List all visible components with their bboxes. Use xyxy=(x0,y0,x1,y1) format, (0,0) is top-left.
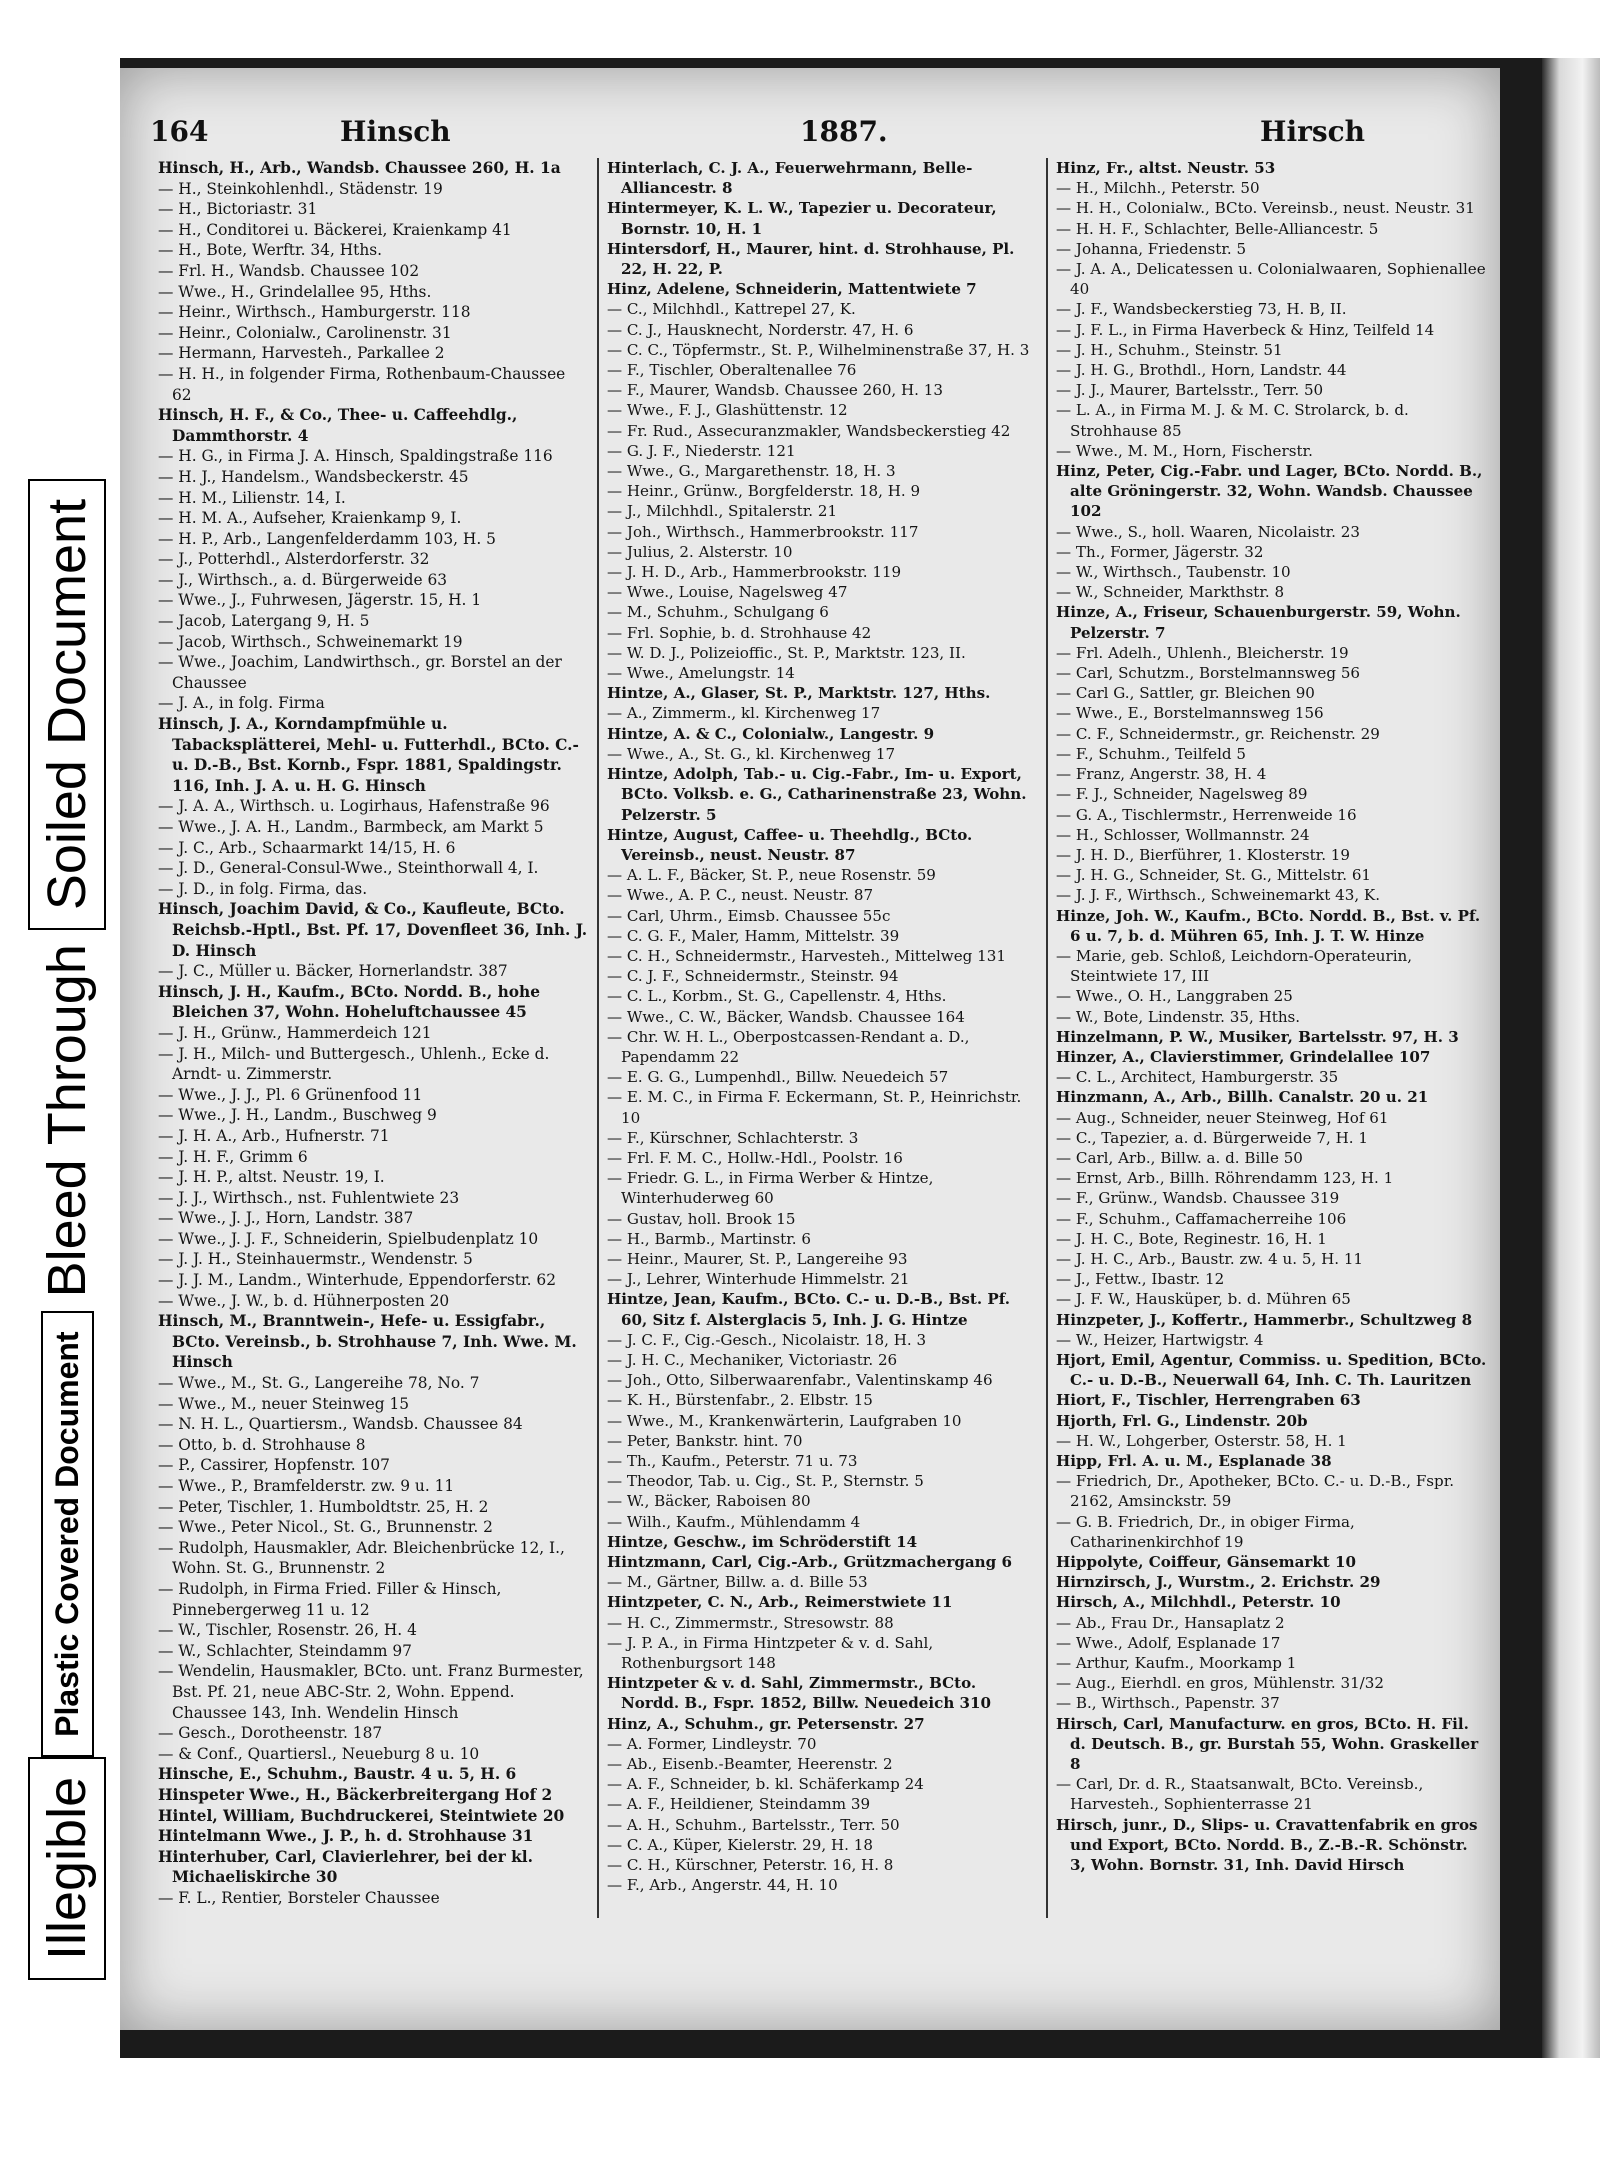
directory-entry: — W., Wirthsch., Taubenstr. 10 xyxy=(1056,563,1291,582)
directory-entry: — Aug., Schneider, neuer Steinweg, Hof 61 xyxy=(1056,1108,1389,1127)
directory-entry: — H., Schlosser, Wollmannstr. 24 xyxy=(1056,825,1310,844)
directory-entry: Hirsch, junr., D., Slips- u. Cravattenfabrik en gros und Export, BCto. Nordd. B., Z.-B.-R. Schönstr. 3, Wohn. Bornstr. 31, Inh. David Hirsch xyxy=(1056,1815,1478,1875)
directory-entry: — Wwe., J., Fuhrwesen, Jägerstr. 15, H. 1 xyxy=(158,591,482,610)
directory-entry: — Jacob, Latergang 9, H. 5 xyxy=(158,612,370,631)
directory-entry: — J. H. A., Arb., Hufnerstr. 71 xyxy=(158,1126,390,1145)
directory-entry: — J. H. G., Schneider, St. G., Mittelstr. 61 xyxy=(1056,866,1372,885)
directory-entry: — J., Lehrer, Winterhude Himmelstr. 21 xyxy=(607,1270,910,1289)
directory-entry: Hinzmann, A., Arb., Billh. Canalstr. 20 u. 21 xyxy=(1056,1088,1429,1107)
directory-entry: — Wwe., P., Bramfelderstr. zw. 9 u. 11 xyxy=(158,1477,455,1495)
directory-entry: — J. A., in folg. Firma xyxy=(158,694,325,713)
directory-entry: Hintze, Adolph, Tab.- u. Cig.-Fabr., Im- u. Export, BCto. Volksb. e. G., Catharinenstraße 23, Wohn. Pelzerstr. 5 xyxy=(607,765,1027,824)
directory-entry: — Rudolph, in Firma Fried. Filler & Hinsch, Pinnebergerweg 11 u. 12 xyxy=(158,1579,502,1619)
directory-entry: Hinsch, J. H., Kaufm., BCto. Nordd. B., hohe Bleichen 37, Wohn. Hoheluftchaussee 45 xyxy=(158,982,541,1022)
directory-entry: Hinsch, H., Arb., Wandsb. Chaussee 260, H. 1a xyxy=(158,159,561,177)
directory-entry: — Wwe., C. W., Bäcker, Wandsb. Chaussee 164 xyxy=(607,1007,965,1026)
directory-entry: — J., Fettw., Ibastr. 12 xyxy=(1056,1270,1225,1289)
directory-entry: Hinspeter Wwe., H., Bäckerbreitergang Hof 2 xyxy=(158,1785,553,1804)
column-3 xyxy=(1046,158,1495,1918)
directory-entry: — H. P., Arb., Langenfelderdamm 103, H. 5 xyxy=(158,529,496,548)
directory-entry: Hippolyte, Coiffeur, Gänsemarkt 10 xyxy=(1056,1553,1357,1572)
directory-entry: Hintzpeter, C. N., Arb., Reimerstwiete 11 xyxy=(607,1593,953,1612)
directory-entry: — H. M., Lilienstr. 14, I. xyxy=(158,488,346,507)
directory-entry: — G. A., Tischlermstr., Herrenweide 16 xyxy=(1056,805,1357,824)
directory-entry: — C. C., Töpfermstr., St. P., Wilhelminenstraße 37, H. 3 xyxy=(607,340,1030,359)
directory-entry: — Jacob, Wirthsch., Schweinemarkt 19 xyxy=(158,632,463,651)
directory-entry: — C. L., Korbm., St. G., Capellenstr. 4, Hths. xyxy=(607,987,947,1006)
directory-entry: — W., Bote, Lindenstr. 35, Hths. xyxy=(1056,1007,1301,1026)
directory-entry: — A. F., Heildiener, Steindamm 39 xyxy=(607,1795,871,1814)
label-soiled: Soiled Document xyxy=(28,479,106,930)
directory-entry: — C. L., Architect, Hamburgerstr. 35 xyxy=(1056,1068,1339,1087)
directory-entry: — Peter, Bankstr. hint. 70 xyxy=(607,1431,803,1450)
directory-entry: — Hermann, Harvesteh., Parkallee 2 xyxy=(158,344,445,363)
directory-entry: — J. J. M., Landm., Winterhude, Eppendorferstr. 62 xyxy=(158,1271,556,1290)
directory-entry: Hipp, Frl. A. u. M., Esplanade 38 xyxy=(1056,1452,1332,1470)
directory-entry: — Gustav, holl. Brook 15 xyxy=(607,1209,796,1228)
directory-entry: — H. G., in Firma J. A. Hinsch, Spaldingstraße 116 xyxy=(158,447,553,466)
directory-entry: Hinze, Joh. W., Kaufm., BCto. Nordd. B., Bst. v. Pf. 6 u. 7, b. d. Mühren 65, Inh. J. T. W. Hinze xyxy=(1056,906,1481,945)
directory-entry: — J. D., in folg. Firma, das. xyxy=(158,879,368,898)
label-bleed-through: Bleed Through xyxy=(37,944,97,1298)
directory-entry: — J. H. D., Bierführer, 1. Klosterstr. 19 xyxy=(1056,845,1350,864)
directory-entry: Hintze, A. & C., Colonialw., Langestr. 9 xyxy=(607,724,935,743)
directory-entry: — C., Tapezier, a. d. Bürgerweide 7, H. 1 xyxy=(1056,1128,1368,1147)
directory-entry: — Wwe., Louise, Nagelsweg 47 xyxy=(607,583,848,602)
directory-entry: — Ab., Frau Dr., Hansaplatz 2 xyxy=(1056,1613,1285,1632)
directory-entry: — J. H. D., Arb., Hammerbrookstr. 119 xyxy=(607,563,902,582)
directory-entry: — Carl, Uhrm., Eimsb. Chaussee 55c xyxy=(607,906,891,925)
directory-entry: — P., Cassirer, Hopfenstr. 107 xyxy=(158,1456,390,1475)
directory-entry: Hirsch, Carl, Manufacturw. en gros, BCto. H. Fil. d. Deutsch. B., gr. Burstah 55, Wohn. Graskeller 8 xyxy=(1056,1714,1479,1774)
directory-entry: — H. M. A., Aufseher, Kraienkamp 9, I. xyxy=(158,509,462,528)
directory-entry: — C. H., Schneidermstr., Harvesteh., Mittelweg 131 xyxy=(607,946,1006,965)
directory-entry: — Wwe., G., Margarethenstr. 18, H. 3 xyxy=(607,462,896,481)
directory-entry: Hintze, Jean, Kaufm., BCto. C.- u. D.-B., Bst. Pf. 60, Sitz f. Alsterglacis 5, Inh. J. G. Hintze xyxy=(607,1290,1010,1329)
directory-entry: — H., Barmb., Martinstr. 6 xyxy=(607,1229,811,1248)
directory-entry: — Wwe., A., St. G., kl. Kirchenweg 17 xyxy=(607,744,896,763)
directory-entry: — F., Schuhm., Teilfeld 5 xyxy=(1056,744,1246,763)
directory-entry: — J. A. A., Wirthsch. u. Logirhaus, Hafenstraße 96 xyxy=(158,797,550,816)
directory-entry: — M., Schuhm., Schulgang 6 xyxy=(607,603,829,622)
directory-entry: — F., Maurer, Wandsb. Chaussee 260, H. 13 xyxy=(607,381,943,400)
directory-entry: — J. H., Milch- und Buttergesch., Uhlenh., Ecke d. Arndt- u. Zimmerstr. xyxy=(158,1044,550,1084)
directory-entry: — J., Potterhdl., Alsterdorferstr. 32 xyxy=(158,550,430,569)
directory-entry: — F., Arb., Angerstr. 44, H. 10 xyxy=(607,1876,838,1895)
directory-entry: — Wwe., Adolf, Esplanade 17 xyxy=(1056,1633,1281,1652)
directory-entry: — Frl. F. M. C., Hollw.-Hdl., Poolstr. 16 xyxy=(607,1148,903,1167)
directory-entry: Hinz, Fr., altst. Neustr. 53 xyxy=(1056,159,1276,177)
directory-entry: — Heinr., Grünw., Borgfelderstr. 18, H. 9 xyxy=(607,482,921,501)
directory-entry: — J. C. F., Cig.-Gesch., Nicolaistr. 18, H. 3 xyxy=(607,1330,927,1349)
directory-columns xyxy=(150,158,1495,1918)
directory-entry: Hintzmann, Carl, Cig.-Arb., Grützmachergang 6 xyxy=(607,1553,1012,1572)
directory-entry: — Wwe., J. A. H., Landm., Barmbeck, am Markt 5 xyxy=(158,818,544,836)
header-year: 1887. xyxy=(800,115,888,148)
directory-entry: — Chr. W. H. L., Oberpostcassen-Rendant a. D., Papendamm 22 xyxy=(607,1027,970,1066)
directory-entry: Hintze, August, Caffee- u. Theehdlg., BCto. Vereinsb., neust. Neustr. 87 xyxy=(607,825,973,864)
directory-entry: — Friedrich, Dr., Apotheker, BCto. C.- u. D.-B., Fspr. 2162, Amsinckstr. 59 xyxy=(1056,1472,1455,1511)
directory-entry: — L. A., in Firma M. J. & M. C. Strolarck, b. d. Strohhause 85 xyxy=(1056,401,1409,440)
directory-entry: — J. P. A., in Firma Hintzpeter & v. d. Sahl, Rothenburgsort 148 xyxy=(607,1633,934,1673)
directory-entry: — H. H. F., Schlachter, Belle-Alliancestr. 5 xyxy=(1056,219,1379,238)
directory-entry: — J. J., Wirthsch., nst. Fuhlentwiete 23 xyxy=(158,1188,460,1207)
directory-entry: — Wwe., H., Grindelallee 95, Hths. xyxy=(158,282,432,301)
directory-entry: — Wwe., M. M., Horn, Fischerstr. xyxy=(1056,441,1313,460)
directory-entry: — J. D., General-Consul-Wwe., Steinthorwall 4, I. xyxy=(158,859,539,878)
directory-entry: — G. J. F., Niederstr. 121 xyxy=(607,441,796,460)
directory-entry: — C. F., Schneidermstr., gr. Reichenstr. 29 xyxy=(1056,724,1380,743)
directory-entry: — Marie, geb. Schloß, Leichdorn-Operateurin, Steintwiete 17, III xyxy=(1056,946,1413,986)
directory-entry: — J. F. W., Hausküper, b. d. Mühren 65 xyxy=(1056,1290,1351,1309)
directory-entry: — J., Milchhdl., Spitalerstr. 21 xyxy=(607,502,838,521)
directory-entry: — Carl G., Sattler, gr. Bleichen 90 xyxy=(1056,684,1315,703)
directory-entry: — C. J., Hausknecht, Norderstr. 47, H. 6 xyxy=(607,320,914,339)
directory-entry: — Th., Former, Jägerstr. 32 xyxy=(1056,542,1264,561)
directory-entry: Hintel, William, Buchdruckerei, Steintwiete 20 xyxy=(158,1806,565,1825)
directory-entry: — K. H., Bürstenfabr., 2. Elbstr. 15 xyxy=(607,1391,873,1410)
directory-entry: — N. H. L., Quartiersm., Wandsb. Chaussee 84 xyxy=(158,1415,523,1434)
directory-entry: — Wwe., Amelungstr. 14 xyxy=(607,664,795,683)
directory-entry: — Wendelin, Hausmakler, BCto. unt. Franz Burmester, Bst. Pf. 21, neue ABC-Str. 2, Wohn. Eppend. Chaussee 143, Inh. Wendelin Hinsch xyxy=(158,1662,584,1722)
directory-entry: — H., Steinkohlenhdl., Städenstr. 19 xyxy=(158,179,443,198)
directory-entry: — J. J. H., Steinhauermstr., Wendenstr. 5 xyxy=(158,1250,473,1269)
directory-entry: — B., Wirthsch., Papenstr. 37 xyxy=(1056,1694,1280,1713)
directory-entry: — F., Schuhm., Caffamacherreihe 106 xyxy=(1056,1209,1347,1228)
directory-entry: — C. H., Kürschner, Peterstr. 16, H. 8 xyxy=(607,1856,894,1875)
directory-entry: — Joh., Wirthsch., Hammerbrookstr. 117 xyxy=(607,522,919,541)
directory-entry: — Wwe., S., holl. Waaren, Nicolaistr. 23 xyxy=(1056,522,1360,541)
directory-entry: — H., Conditorei u. Bäckerei, Kraienkamp 41 xyxy=(158,220,512,239)
directory-entry: — Joh., Otto, Silberwaarenfabr., Valentinskamp 46 xyxy=(607,1371,993,1390)
directory-entry: Hiort, F., Tischler, Herrengraben 63 xyxy=(1056,1391,1361,1410)
directory-entry: Hinterlach, C. J. A., Feuerwehrmann, Belle-Alliancestr. 8 xyxy=(607,159,973,198)
directory-entry: — J. C., Müller u. Bäcker, Hornerlandstr. 387 xyxy=(158,962,508,981)
directory-entry: — H. J., Handelsm., Wandsbeckerstr. 45 xyxy=(158,467,469,486)
label-plastic-covered: Plastic Covered Document xyxy=(41,1311,94,1756)
directory-entry: — F. J., Schneider, Nagelsweg 89 xyxy=(1056,785,1308,804)
directory-entry: — Wilh., Kaufm., Mühlendamm 4 xyxy=(607,1512,861,1531)
directory-entry: — Frl. H., Wandsb. Chaussee 102 xyxy=(158,261,420,280)
directory-entry: — W. D. J., Polizeioffic., St. P., Marktstr. 123, II. xyxy=(607,643,966,662)
directory-entry: — Wwe., J. H., Landm., Buschweg 9 xyxy=(158,1106,437,1125)
directory-entry: — & Conf., Quartiersl., Neueburg 8 u. 10 xyxy=(158,1744,480,1763)
directory-entry: Hintermeyer, K. L. W., Tapezier u. Decorateur, Bornstr. 10, H. 1 xyxy=(607,199,997,238)
header-left-word: Hinsch xyxy=(340,115,451,148)
directory-entry: — H., Bictoriastr. 31 xyxy=(158,200,318,219)
directory-entry: — W., Schlachter, Steindamm 97 xyxy=(158,1641,412,1660)
directory-entry: — Carl, Schutzm., Borstelmannsweg 56 xyxy=(1056,664,1361,683)
directory-entry: Hinsch, J. A., Korndampfmühle u. Tabacksplätterei, Mehl- u. Futterhdl., BCto. C.- u. D.-B., Bst. Kornb., Fspr. 1881, Spaldingstr. 116, Inh. J. A. u. H. G. Hinsch xyxy=(158,715,579,795)
directory-entry: — A. Former, Lindleystr. 70 xyxy=(607,1734,817,1753)
directory-entry: — J. H. G., Brothdl., Horn, Landstr. 44 xyxy=(1056,361,1347,380)
directory-entry: — Wwe., J. W., b. d. Hühnerposten 20 xyxy=(158,1291,450,1310)
directory-entry: Hintersdorf, H., Maurer, hint. d. Strohhause, Pl. 22, H. 22, P. xyxy=(607,239,1015,279)
directory-entry: — Rudolph, Hausmakler, Adr. Bleichenbrücke 12, I., Wohn. St. G., Brunnenstr. 2 xyxy=(158,1538,565,1578)
directory-entry: Hinsch, Joachim David, & Co., Kaufleute, BCto. Reichsb.-Hptl., Bst. Pf. 17, Dovenfleet 36, Inh. J. D. Hinsch xyxy=(158,900,588,960)
directory-entry: — Carl, Arb., Billw. a. d. Bille 50 xyxy=(1056,1148,1303,1167)
directory-entry: — A. H., Schuhm., Bartelsstr., Terr. 50 xyxy=(607,1815,900,1834)
directory-entry: — F., Kürschner, Schlachterstr. 3 xyxy=(607,1128,859,1147)
page-header xyxy=(150,115,1500,155)
directory-entry: Hinzelmann, P. W., Musiker, Bartelsstr. 97, H. 3 xyxy=(1056,1027,1459,1046)
directory-entry: — Wwe., J. J., Horn, Landstr. 387 xyxy=(158,1209,414,1228)
directory-entry: — Wwe., M., St. G., Langereihe 78, No. 7 xyxy=(158,1374,480,1393)
directory-entry: — Wwe., F. J., Glashüttenstr. 12 xyxy=(607,401,848,420)
directory-entry: — Wwe., Joachim, Landwirthsch., gr. Borstel an der Chaussee xyxy=(158,653,562,692)
directory-entry: — H. H., in folgender Firma, Rothenbaum-Chaussee 62 xyxy=(158,364,566,404)
directory-entry: — H. H., Colonialw., BCto. Vereinsb., neust. Neustr. 31 xyxy=(1056,199,1475,218)
directory-entry: — Frl. Adelh., Uhlenh., Bleicherstr. 19 xyxy=(1056,643,1349,662)
directory-entry: — Wwe., J. J. F., Schneiderin, Spielbudenplatz 10 xyxy=(158,1229,539,1248)
directory-entry: Hintze, Geschw., im Schröderstift 14 xyxy=(607,1532,918,1551)
directory-entry: — A., Zimmerm., kl. Kirchenweg 17 xyxy=(607,704,881,723)
directory-entry: Hirsch, A., Milchhdl., Peterstr. 10 xyxy=(1056,1593,1341,1612)
directory-entry: — Gesch., Dorotheenstr. 187 xyxy=(158,1724,383,1743)
directory-entry: — J. H., Schuhm., Steinstr. 51 xyxy=(1056,340,1283,359)
directory-entry: Hinzer, A., Clavierstimmer, Grindelallee 107 xyxy=(1056,1047,1431,1066)
directory-entry: Hinz, Peter, Cig.-Fabr. und Lager, BCto. Nordd. B., alte Gröningerstr. 32, Wohn. Wandsb. Chaussee 102 xyxy=(1056,462,1483,521)
directory-entry: — F., Grünw., Wandsb. Chaussee 319 xyxy=(1056,1189,1340,1208)
directory-entry: — Julius, 2. Alsterstr. 10 xyxy=(607,542,793,561)
directory-entry: Hinz, Adelene, Schneiderin, Mattentwiete 7 xyxy=(607,280,977,299)
directory-entry: — Johanna, Friedenstr. 5 xyxy=(1056,239,1247,258)
directory-entry: — Th., Kaufm., Peterstr. 71 u. 73 xyxy=(607,1452,858,1470)
directory-entry: — Wwe., J. J., Pl. 6 Grünenfood 11 xyxy=(158,1085,423,1104)
directory-entry: — J., Wirthsch., a. d. Bürgerweide 63 xyxy=(158,570,448,589)
directory-entry: — A. L. F., Bäcker, St. P., neue Rosenstr. 59 xyxy=(607,866,936,885)
directory-entry: — A. F., Schneider, b. kl. Schäferkamp 24 xyxy=(607,1775,924,1794)
directory-entry: — Arthur, Kaufm., Moorkamp 1 xyxy=(1056,1654,1297,1673)
column-2 xyxy=(597,158,1046,1918)
directory-entry: Hintelmann Wwe., J. P., h. d. Strohhause 31 xyxy=(158,1827,534,1846)
directory-entry: — J. A. A., Delicatessen u. Colonialwaaren, Sophienallee 40 xyxy=(1056,260,1486,299)
condition-labels xyxy=(28,100,106,1980)
directory-entry: — F., Tischler, Oberaltenallee 76 xyxy=(607,361,857,380)
directory-entry: Hinz, A., Schuhm., gr. Petersenstr. 27 xyxy=(607,1714,925,1733)
directory-entry: Hjorth, Frl. G., Lindenstr. 20b xyxy=(1056,1411,1308,1430)
directory-entry: — Carl, Dr. d. R., Staatsanwalt, BCto. Vereinsb., Harvesteh., Sophienterrasse 21 xyxy=(1056,1775,1424,1814)
header-right-word: Hirsch xyxy=(1260,115,1366,148)
directory-entry: — H. W., Lohgerber, Osterstr. 58, H. 1 xyxy=(1056,1431,1347,1450)
directory-entry: — Heinr., Maurer, St. P., Langereihe 93 xyxy=(607,1249,908,1268)
directory-entry: — Heinr., Colonialw., Carolinenstr. 31 xyxy=(158,323,452,342)
directory-entry: — Theodor, Tab. u. Cig., St. P., Sternstr. 5 xyxy=(607,1472,924,1491)
directory-entry: — J. F., Wandsbeckerstieg 73, H. B, II. xyxy=(1056,300,1347,319)
directory-entry: Hintze, A., Glaser, St. P., Marktstr. 127, Hths. xyxy=(607,684,991,703)
directory-entry: — Franz, Angerstr. 38, H. 4 xyxy=(1056,765,1267,784)
directory-entry: Hjort, Emil, Agentur, Commiss. u. Spedition, BCto. C.- u. D.-B., Neuerwall 64, Inh. C. Th. Lauritzen xyxy=(1056,1350,1487,1390)
directory-entry: — Fr. Rud., Assecuranzmakler, Wandsbeckerstieg 42 xyxy=(607,421,1011,440)
directory-entry: Hinsch, M., Branntwein-, Hefe- u. Essigfabr., BCto. Vereinsb., b. Strohhause 7, Inh. Wwe. M. Hinsch xyxy=(158,1312,577,1372)
directory-entry: — W., Tischler, Rosenstr. 26, H. 4 xyxy=(158,1621,417,1640)
directory-entry: — H. C., Zimmermstr., Stresowstr. 88 xyxy=(607,1613,894,1632)
directory-entry: — C., Milchhdl., Kattrepel 27, K. xyxy=(607,300,856,319)
directory-entry: — J. F. L., in Firma Haverbeck & Hinz, Teilfeld 14 xyxy=(1056,320,1435,339)
directory-entry: — Aug., Eierhdl. en gros, Mühlenstr. 31/32 xyxy=(1056,1674,1384,1693)
directory-entry: — J. J. F., Wirthsch., Schweinemarkt 43, K. xyxy=(1056,886,1381,905)
facing-page-edge xyxy=(1542,58,1600,2058)
directory-entry: Hirnzirsch, J., Wurstm., 2. Erichstr. 29 xyxy=(1056,1573,1381,1592)
directory-entry: — J. H., Grünw., Hammerdeich 121 xyxy=(158,1023,432,1042)
directory-entry: — Friedr. G. L., in Firma Werber & Hintze, Winterhuderweg 60 xyxy=(607,1169,934,1208)
directory-entry: — H., Bote, Werftr. 34, Hths. xyxy=(158,241,383,260)
directory-entry: — C. G. F., Maler, Hamm, Mittelstr. 39 xyxy=(607,926,900,945)
directory-entry: — G. B. Friedrich, Dr., in obiger Firma, Catharinenkirchhof 19 xyxy=(1056,1512,1355,1551)
directory-entry: — W., Heizer, Hartwigstr. 4 xyxy=(1056,1330,1264,1349)
directory-entry: — J. H. P., altst. Neustr. 19, I. xyxy=(158,1168,385,1187)
directory-entry: Hinze, A., Friseur, Schauenburgerstr. 59, Wohn. Pelzerstr. 7 xyxy=(1056,603,1461,642)
directory-entry: — J. H. C., Mechaniker, Victoriastr. 26 xyxy=(607,1350,898,1369)
directory-entry: — C. A., Küper, Kielerstr. 29, H. 18 xyxy=(607,1835,873,1854)
directory-entry: — Wwe., O. H., Langgraben 25 xyxy=(1056,987,1293,1006)
directory-entry: — E. G. G., Lumpenhdl., Billw. Neuedeich 57 xyxy=(607,1068,949,1087)
directory-entry: Hinsche, E., Schuhm., Baustr. 4 u. 5, H. 6 xyxy=(158,1765,517,1784)
directory-entry: — Peter, Tischler, 1. Humboldtstr. 25, H. 2 xyxy=(158,1497,489,1516)
directory-entry: — W., Bäcker, Raboisen 80 xyxy=(607,1492,811,1511)
directory-entry: — Heinr., Wirthsch., Hamburgerstr. 118 xyxy=(158,303,471,322)
directory-entry: Hinsch, H. F., & Co., Thee- u. Caffeehdlg., Dammthorstr. 4 xyxy=(158,406,518,445)
directory-entry: — J. H. C., Arb., Baustr. zw. 4 u. 5, H. 11 xyxy=(1056,1249,1364,1268)
directory-entry: — Wwe., Peter Nicol., St. G., Brunnenstr. 2 xyxy=(158,1518,493,1537)
directory-entry: — Wwe., M., neuer Steinweg 15 xyxy=(158,1394,410,1413)
directory-entry: — F. L., Rentier, Borsteler Chaussee xyxy=(158,1888,440,1907)
directory-entry: — J. H. C., Bote, Reginestr. 16, H. 1 xyxy=(1056,1229,1327,1248)
directory-entry: — Wwe., M., Krankenwärterin, Laufgraben 10 xyxy=(607,1411,962,1430)
directory-entry: Hinzpeter, J., Koffertr., Hammerbr., Schultzweg 8 xyxy=(1056,1310,1473,1329)
directory-entry: — Ernst, Arb., Billh. Röhrendamm 123, H. 1 xyxy=(1056,1169,1394,1188)
directory-entry: — W., Schneider, Markthstr. 8 xyxy=(1056,583,1285,602)
directory-entry: Hinterhuber, Carl, Clavierlehrer, bei der kl. Michaeliskirche 30 xyxy=(158,1847,533,1887)
directory-entry: — J. J., Maurer, Bartelsstr., Terr. 50 xyxy=(1056,381,1324,400)
directory-entry: — J. H. F., Grimm 6 xyxy=(158,1147,308,1166)
directory-entry: — Ab., Eisenb.-Beamter, Heerenstr. 2 xyxy=(607,1755,893,1774)
bottom-margin xyxy=(0,2058,1600,2177)
directory-entry: — M., Gärtner, Billw. a. d. Bille 53 xyxy=(607,1573,868,1592)
page-number: 164 xyxy=(150,115,209,148)
directory-entry: — E. M. C., in Firma F. Eckermann, St. P., Heinrichstr. 10 xyxy=(607,1088,1022,1127)
directory-entry: — Frl. Sophie, b. d. Strohhause 42 xyxy=(607,623,872,642)
label-illegible: Illegible xyxy=(28,1757,106,1980)
directory-entry: — H., Milchh., Peterstr. 50 xyxy=(1056,179,1260,198)
directory-entry: — Wwe., E., Borstelmannsweg 156 xyxy=(1056,704,1324,723)
column-1 xyxy=(150,158,597,1918)
directory-entry: — Wwe., A. P. C., neust. Neustr. 87 xyxy=(607,886,874,905)
label-strip xyxy=(28,100,106,1980)
directory-entry: — Otto, b. d. Strohhause 8 xyxy=(158,1435,366,1454)
directory-entry: — J. C., Arb., Schaarmarkt 14/15, H. 6 xyxy=(158,838,456,857)
directory-entry: Hintzpeter & v. d. Sahl, Zimmermstr., BCto. Nordd. B., Fspr. 1852, Billw. Neuedeich 310 xyxy=(607,1674,992,1713)
directory-entry: — C. J. F., Schneidermstr., Steinstr. 94 xyxy=(607,967,899,986)
